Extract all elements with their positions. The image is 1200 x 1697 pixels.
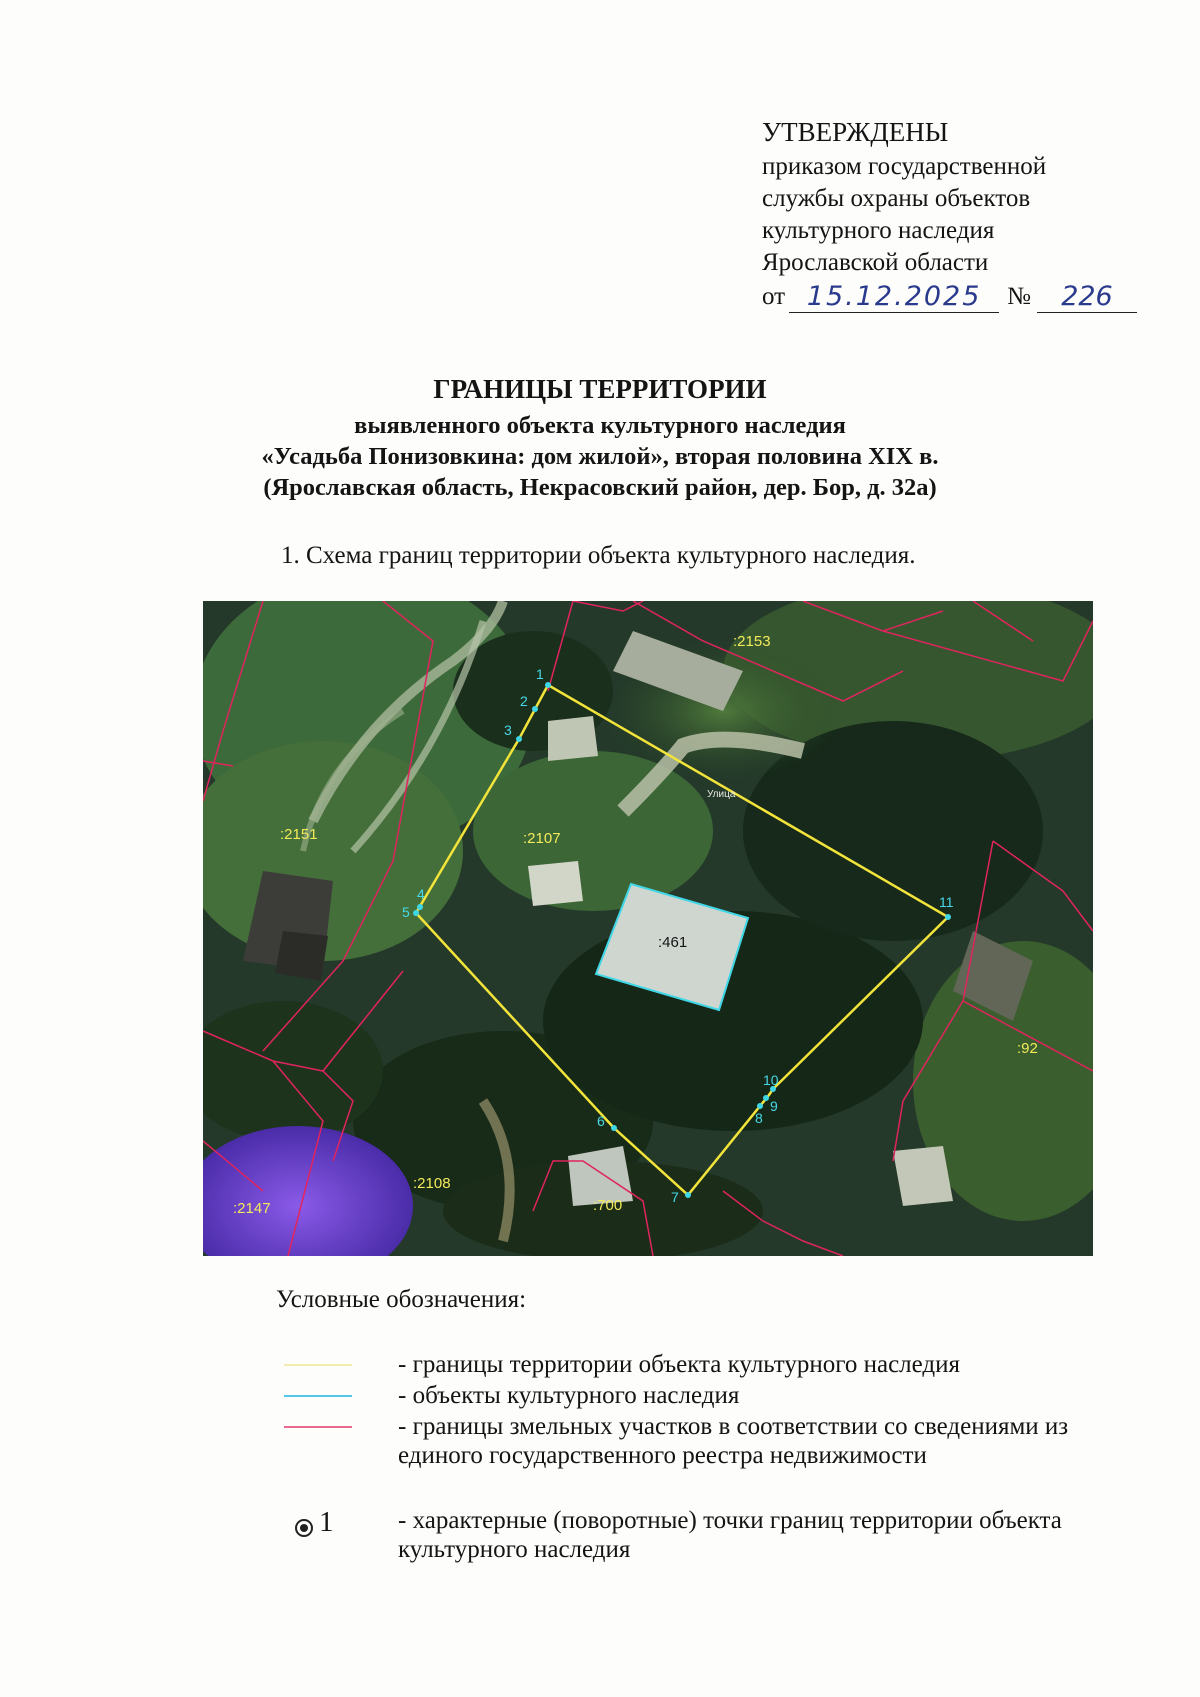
document-title: ГРАНИЦЫ ТЕРРИТОРИИ — [433, 374, 767, 404]
turning-point — [516, 736, 522, 742]
object-name: «Усадьба Понизовкина: дом жилой», вторая половина XIX в. — [261, 443, 939, 470]
turning-point — [763, 1095, 769, 1101]
legend-swatch-heritage — [284, 1395, 352, 1397]
legend-swatch-boundary — [284, 1364, 352, 1366]
parcel-label: :2151 — [280, 826, 318, 843]
legend-text: - границы змельных участков в соответствии со сведениями из единого государственного реестра недвижимости — [398, 1413, 1069, 1469]
turning-point — [757, 1103, 763, 1109]
point-label: 6 — [597, 1113, 605, 1129]
parcel-label: :92 — [1017, 1040, 1038, 1057]
parcel-label: :2147 — [233, 1200, 271, 1217]
approval-line: службы охраны объектов — [762, 185, 1031, 212]
order-date-number — [762, 279, 1162, 313]
approval-line: приказом государственной — [762, 153, 1047, 180]
turning-point — [545, 682, 551, 688]
turning-point — [685, 1192, 691, 1198]
point-label: 8 — [755, 1110, 763, 1126]
parcel-label: :2108 — [413, 1175, 451, 1192]
building-roof — [893, 1146, 953, 1206]
point-label: 3 — [504, 722, 512, 738]
point-label: 11 — [939, 894, 954, 910]
parcel-label: :2153 — [733, 633, 771, 650]
turning-point — [945, 914, 951, 920]
approval-block — [762, 116, 1162, 313]
building-roof — [528, 861, 583, 906]
point-label: 10 — [763, 1072, 779, 1088]
date-prefix: от — [762, 283, 786, 310]
parcel-label: :700 — [593, 1197, 623, 1214]
legend-heading: Условные обозначения: — [276, 1286, 527, 1313]
number-sign: № — [1007, 283, 1031, 310]
turning-point-icon — [295, 1519, 313, 1537]
turning-point — [611, 1125, 617, 1131]
turning-point — [532, 706, 538, 712]
building-roof — [548, 716, 598, 761]
parcel-label: :2107 — [523, 830, 561, 847]
turning-point — [413, 910, 419, 916]
handwritten-number: 226 — [1037, 282, 1137, 313]
approval-heading: УТВЕРЖДЕНЫ — [762, 117, 949, 147]
point-label: 9 — [770, 1098, 778, 1114]
street-label: Улица — [707, 789, 736, 800]
legend-text: - объекты культурного наследия — [398, 1382, 740, 1409]
handwritten-date: 15.12.2025 — [789, 282, 999, 313]
map-canvas — [203, 601, 1093, 1256]
legend-text: - характерные (поворотные) точки границ территории объекта культурного наследия — [398, 1507, 1062, 1563]
legend-text: - границы территории объекта культурного наследия — [398, 1351, 961, 1378]
boundary-map — [203, 601, 1093, 1256]
point-label: 4 — [417, 886, 425, 902]
document-subtitle: выявленного объекта культурного наследия — [354, 412, 846, 439]
approval-line: Ярославской области — [762, 249, 989, 276]
turning-point — [417, 904, 423, 910]
point-label: 5 — [402, 904, 410, 920]
approval-line: культурного наследия — [762, 217, 995, 244]
heritage-object-label: :461 — [658, 934, 688, 951]
legend-point-label: 1 — [319, 1506, 334, 1538]
object-address: (Ярославская область, Некрасовский район, дер. Бор, д. 32а) — [263, 474, 937, 501]
building-roof — [275, 931, 328, 981]
point-label: 2 — [520, 693, 528, 709]
legend-swatch-parcels — [284, 1426, 352, 1428]
point-label: 1 — [536, 666, 544, 682]
point-label: 7 — [671, 1189, 679, 1205]
section-heading: 1. Схема границ территории объекта культурного наследия. — [281, 542, 916, 569]
